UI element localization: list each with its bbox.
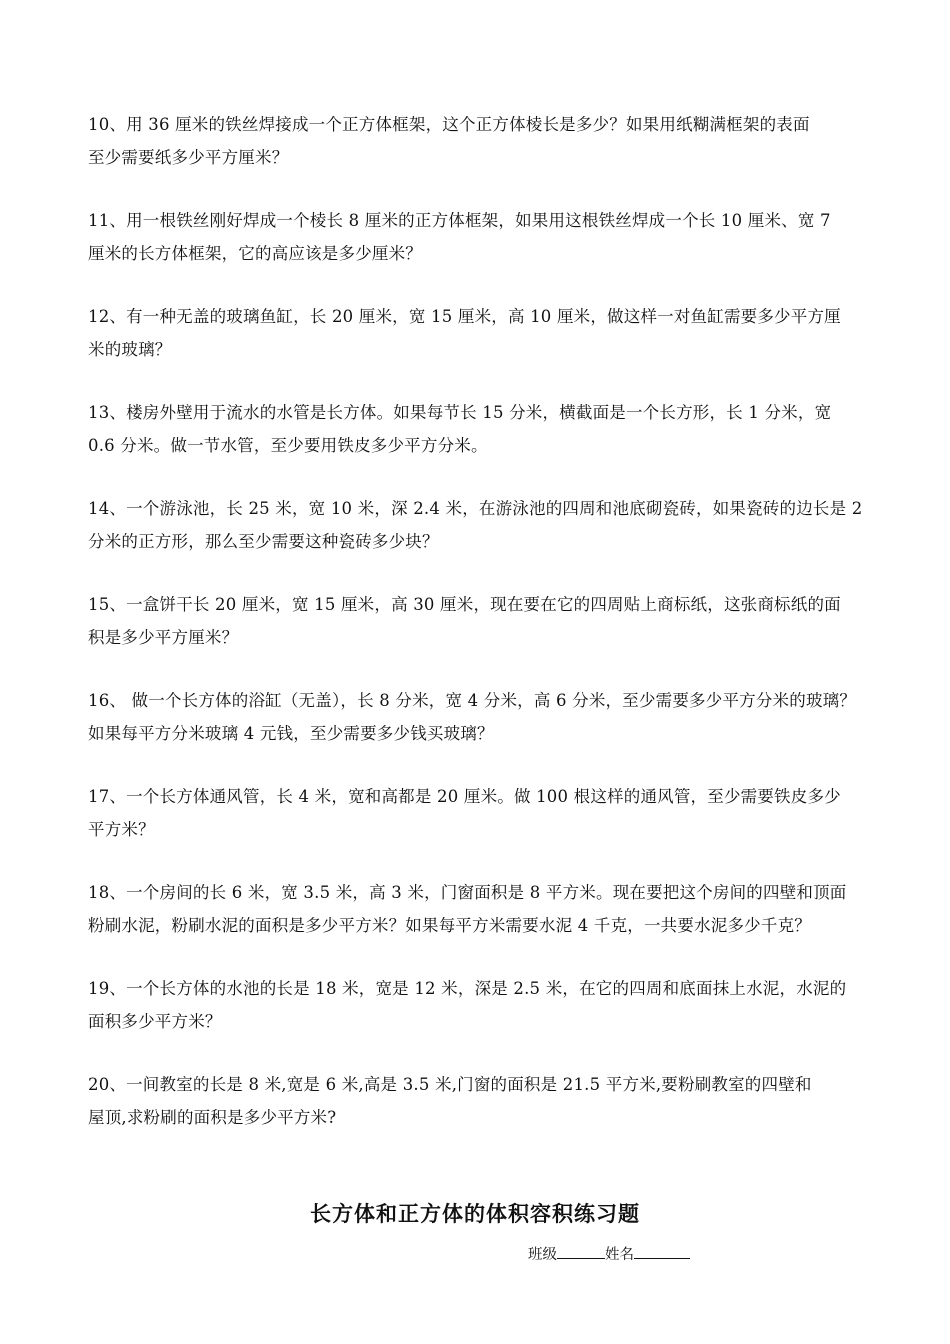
- problem-text: 18、一个房间的长 6 米，宽 3.5 米，高 3 米，门窗面积是 8 平方米。现在要把这个房间的四壁和顶面: [88, 883, 847, 902]
- problem-list: [88, 108, 908, 1164]
- problem-19: [88, 972, 908, 1038]
- problem-text: 粉刷水泥，粉刷水泥的面积是多少平方米？如果每平方米需要水泥 4 千克，一共要水泥多少千克？: [88, 916, 811, 935]
- problem-text: 14、一个游泳池，长 25 米，宽 10 米，深 2.4 米，在游泳池的四周和池底砌瓷砖，如果瓷砖的边长是 2: [88, 499, 863, 518]
- problem-text: 12、有一种无盖的玻璃鱼缸，长 20 厘米，宽 15 厘米，高 10 厘米，做这样一对鱼缸需要多少平方厘: [88, 307, 841, 326]
- problem-text: 面积多少平方米？: [88, 1012, 222, 1031]
- problem-text: 至少需要纸多少平方厘米？: [88, 148, 289, 167]
- class-name-row: [528, 1243, 690, 1264]
- class-blank-line: [557, 1244, 605, 1259]
- problem-text: 厘米的长方体框架，它的高应该是多少厘米？: [88, 244, 422, 263]
- section-title: 长方体和正方体的体积容积练习题: [310, 1202, 640, 1226]
- problem-text: 米的玻璃？: [88, 340, 172, 359]
- problem-12: [88, 300, 908, 366]
- problem-text: 0.6 分米。做一节水管，至少要用铁皮多少平方分米。: [88, 436, 488, 455]
- problem-text: 17、一个长方体通风管，长 4 米，宽和高都是 20 厘米。做 100 根这样的通风管，至少需要铁皮多少: [88, 787, 841, 806]
- problem-text: 20、一间教室的长是 8 米,宽是 6 米,高是 3.5 米,门窗的面积是 21.5 平方米,要粉刷教室的四壁和: [88, 1075, 812, 1094]
- problem-text: 分米的正方形，那么至少需要这种瓷砖多少块？: [88, 532, 439, 551]
- problem-16: [88, 684, 908, 750]
- name-label: 姓名: [605, 1247, 634, 1263]
- problem-15: [88, 588, 908, 654]
- problem-text: 如果每平方分米玻璃 4 元钱，至少需要多少钱买玻璃？: [88, 724, 494, 743]
- problem-text: 16、 做一个长方体的浴缸（无盖），长 8 分米，宽 4 分米，高 6 分米，至少需要多少平方分米的玻璃？: [88, 691, 857, 710]
- problem-11: [88, 204, 908, 270]
- problem-text: 10、用 36 厘米的铁丝焊接成一个正方体框架，这个正方体棱长是多少？如果用纸糊满框架的表面: [88, 115, 810, 134]
- problem-20: [88, 1068, 908, 1134]
- problem-text: 屋顶,求粉刷的面积是多少平方米?: [88, 1108, 337, 1127]
- class-label: 班级: [528, 1247, 557, 1263]
- problem-text: 11、用一根铁丝刚好焊成一个棱长 8 厘米的正方体框架，如果用这根铁丝焊成一个长 10 厘米、宽 7: [88, 211, 831, 230]
- problem-17: [88, 780, 908, 846]
- problem-18: [88, 876, 908, 942]
- problem-10: [88, 108, 908, 174]
- problem-text: 15、一盒饼干长 20 厘米，宽 15 厘米，高 30 厘米，现在要在它的四周贴上商标纸，这张商标纸的面: [88, 595, 841, 614]
- name-blank-line: [634, 1244, 690, 1259]
- problem-text: 平方米？: [88, 820, 155, 839]
- problem-text: 积是多少平方厘米？: [88, 628, 239, 647]
- problem-text: 13、楼房外壁用于流水的水管是长方体。如果每节长 15 分米，横截面是一个长方形，长 1 分米，宽: [88, 403, 832, 422]
- problem-14: [88, 492, 908, 558]
- problem-text: 19、一个长方体的水池的长是 18 米，宽是 12 米，深是 2.5 米，在它的四周和底面抹上水泥，水泥的: [88, 979, 847, 998]
- problem-13: [88, 396, 908, 462]
